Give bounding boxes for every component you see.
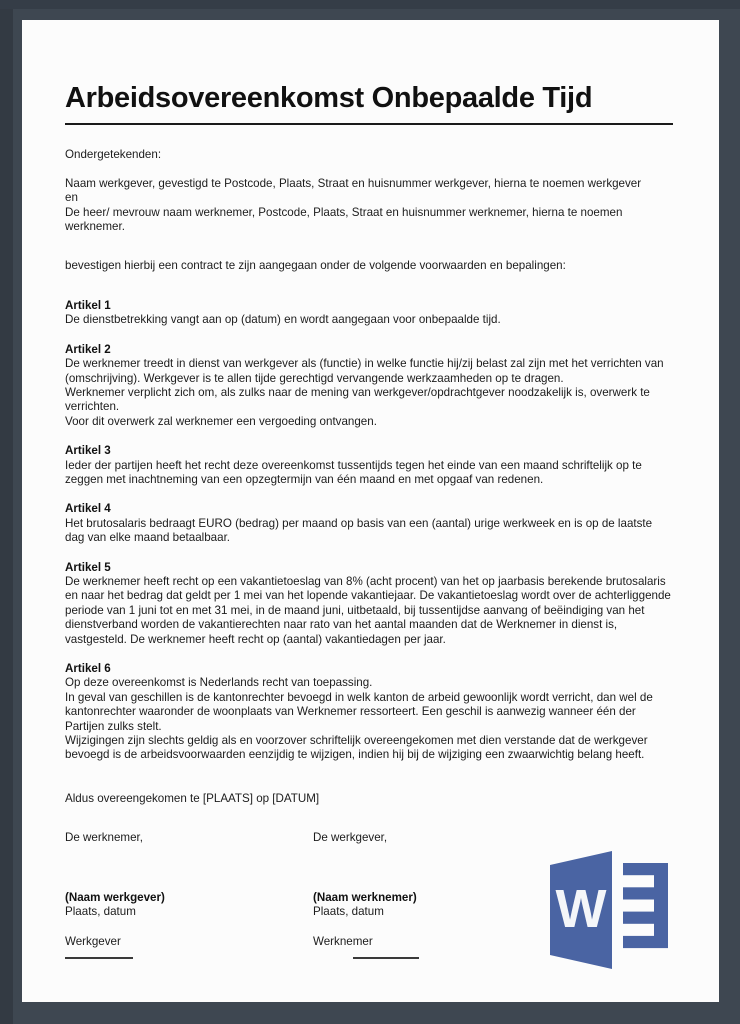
article-4-text: Het brutosalaris bedraagt EURO (bedrag) per maand op basis van een (aantal) urige werkweek en is op de laatste dag van elke maand betaalbaar.: [65, 516, 653, 545]
signature-line-left: [65, 949, 133, 959]
word-logo-document-glyph: [623, 863, 668, 948]
title-divider: [65, 123, 673, 125]
salutation: Ondergetekenden:: [65, 148, 162, 162]
signature-right-name: (Naam werknemer): [313, 890, 417, 904]
article-2-text: De werknemer treedt in dienst van werkgever als (functie) in welke functie hij/zij belast zal zijn met het verrichten van (omschrijving). Werkgever is te allen tijde gerechtigd vervangende werkzaamheden op te dragen.: [65, 357, 664, 385]
document-title: Arbeidsovereenkomst Onbepaalde Tijd: [65, 82, 593, 114]
closing-line: Aldus overeengekomen te [PLAATS] op [DATUM]: [65, 791, 320, 805]
article-3: [65, 444, 673, 487]
article-6-heading: Artikel 6: [65, 662, 111, 676]
parties-paragraph: [65, 177, 673, 235]
article-5-text: De werknemer heeft recht op een vakantietoeslag van 8% (acht procent) van het op jaarbasis berekende brutosalaris en naar het bedrag dat geldt per 1 mei van het lopende vakantiejaar. De vakantietoeslag wordt over de achterliggende periode van 1 juni tot en met 31 mei, in de maand juni, uitbetaald, bij tussentijdse aanvang of beëindiging van het dienstverband worden de vakantierechten naar rato van het aantal maanden dat de Werknemer in dienst is, vastgesteld. De werknemer heeft recht op (aantal) vakantiedagen per jaar.: [65, 575, 671, 646]
article-3-text: Ieder der partijen heeft het recht deze overeenkomst tussentijds tegen het einde van een maand schriftelijk op te zeggen met inachtneming van een opzegtermijn van één maand en met opgaaf van redenen.: [65, 458, 642, 486]
party-employee: De heer/ mevrouw naam werknemer, Postcode, Plaats, Straat en huisnummer werknemer, hierna te noemen werknemer.: [65, 205, 623, 234]
article-1-text: De dienstbetrekking vangt aan op (datum) en wordt aangegaan voor onbepaalde tijd.: [65, 313, 501, 327]
signature-left-name: (Naam werkgever): [65, 890, 165, 904]
signature-left-place-date: Plaats, datum: [65, 905, 136, 919]
microsoft-word-logo-icon: [550, 851, 668, 969]
article-6: [65, 662, 673, 763]
article-4-heading: Artikel 4: [65, 502, 111, 516]
article-2-heading: Artikel 2: [65, 342, 111, 356]
signature-left-role: Werkgever: [65, 934, 121, 948]
article-3-heading: Artikel 3: [65, 444, 111, 458]
signature-right-intro: De werkgever,: [313, 831, 388, 845]
article-4: [65, 502, 673, 545]
article-1-heading: Artikel 1: [65, 298, 111, 312]
signature-right-role: Werknemer: [313, 934, 373, 948]
article-5: [65, 561, 673, 647]
signature-right-place-date: Plaats, datum: [313, 905, 384, 919]
signature-left-intro: De werknemer,: [65, 831, 143, 845]
article-2-text: Werknemer verplicht zich om, als zulks naar de mening van werkgever/opdrachtgever noodzakelijk is, overwerk te verrichten.: [65, 385, 650, 414]
article-6-text: In geval van geschillen is de kantonrechter bevoegd in welk kanton de arbeid gewoonlijk wordt verricht, dan wel de kantonrechter waaronder de woonplaats van Werknemer ressorteert. Een geschil is aanwezig wanneer één der Partijen zulks stelt.: [65, 690, 653, 733]
article-1: [65, 299, 673, 328]
article-5-heading: Artikel 5: [65, 560, 111, 574]
word-logo-letter: W: [555, 879, 607, 939]
article-6-text: Op deze overeenkomst is Nederlands recht van toepassing.: [65, 676, 373, 690]
article-6-text: Wijzigingen zijn slechts geldig als en voorzover schriftelijk overeengekomen met dien verstande dat de werkgever bevoegd is de arbeidsvoorwaarden eenzijdig te wijzigen, indien hij bij de wijziging een zwaarwichtig belang heeft.: [65, 734, 648, 762]
party-conjunction: en: [65, 191, 78, 205]
signature-column-left: [65, 831, 313, 959]
party-employer: Naam werkgever, gevestigd te Postcode, Plaats, Straat en huisnummer werkgever, hierna te noemen werkgever: [65, 176, 642, 190]
article-2: [65, 343, 673, 429]
signature-line-right: [353, 949, 419, 959]
background-edge-top: [0, 0, 740, 9]
background-edge-left: [0, 0, 13, 1024]
document-page: [22, 20, 719, 1002]
confirmation-line: bevestigen hierbij een contract te zijn aangegaan onder de volgende voorwaarden en bepalingen:: [65, 258, 566, 272]
article-2-text: Voor dit overwerk zal werknemer een vergoeding ontvangen.: [65, 414, 377, 428]
